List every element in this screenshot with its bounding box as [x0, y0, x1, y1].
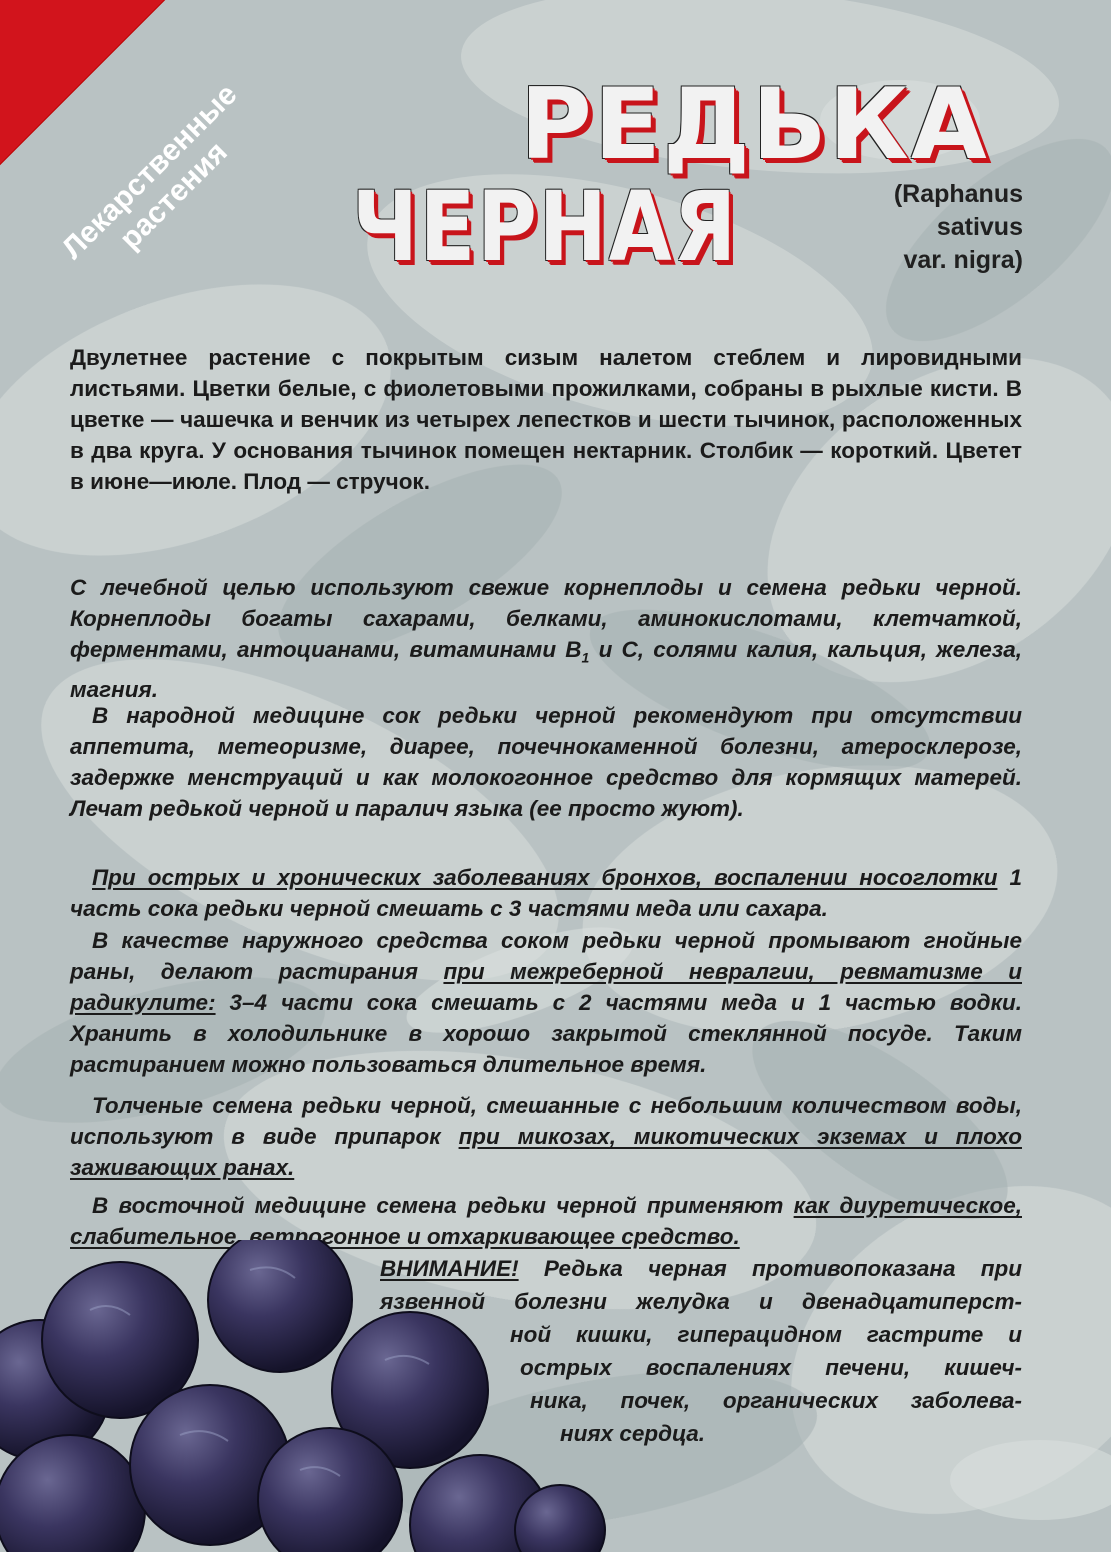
warning-label: ВНИМАНИЕ! — [380, 1256, 519, 1281]
category-badge: Лекарственные растения — [55, 77, 244, 266]
latin-name: (Raphanus sativus var. nigra) — [893, 180, 1023, 274]
warning-line: язвенной болезни желудка и двенадцатиперст- — [380, 1289, 1022, 1314]
warning-text: Редька черная противопоказана при — [518, 1256, 1022, 1281]
vitamin-subscript: 1 — [581, 649, 590, 666]
usage-paragraph-1 — [70, 572, 1022, 705]
usage-text: С лечебной целью используют свежие корнеплоды и семена редьки черной. Корнеплоды богаты сахарами, белками, аминокислотами, клетчаткой, ферментами, антоцианами, витаминами В — [70, 575, 1022, 662]
usage-text: В качестве наружного средства соком редьки черной промывают гнойные раны, делают растирания — [70, 928, 1022, 984]
usage-text: 1 часть сока редьки черной смешать с 3 частями меда или сахара. — [70, 865, 1023, 921]
warning-line: ной кишки, гиперацидном гастрите и — [510, 1322, 1022, 1347]
title-line-1: РЕДЬКА — [520, 68, 989, 182]
underlined-text: При острых и хронических заболеваниях бронхов, воспалении носоглотки — [92, 865, 998, 890]
usage-paragraph-5 — [70, 1090, 1022, 1183]
underlined-text: как диуретическое, слабительное, ветрогонное и отхаркивающее средство. — [70, 1193, 1022, 1249]
description-paragraph: Двулетнее растение с покрытым сизым налетом стеблем и лировидными листьями. Цветки белые, с фиолетовыми прожилками, собраны в рыхлые кисти. В цветке — чашечка и венчик из четырех лепестков и шести тычинок, расположенных в два круга. У основания тычинок помещен нектарник. Столбик — короткий. Цветет в июне—июле. Плод — стручок. — [70, 345, 1022, 494]
underlined-text: при межреберной невралгии, ревматизме и радикулите: — [70, 959, 1022, 1015]
title-line-2: ЧЕРНАЯ — [352, 171, 738, 283]
usage-paragraph-4 — [70, 925, 1022, 1080]
usage-paragraph-2: В народной медицине сок редьки черной рекомендуют при отсутствии аппетита, метеоризме, диарее, почечнокаменной болезни, атеросклерозе, задержке менструаций и как молокогонное средство для кормящих матерей. Лечат редькой черной и паралич языка (ее просто жуют). — [70, 703, 1022, 821]
black-radish-photo — [0, 1240, 620, 1552]
underlined-text: при микозах, микотических экземах и плохо заживающих ранах. — [70, 1124, 1022, 1180]
warning-line: ниях сердца. — [560, 1421, 706, 1446]
usage-text: и С, солями калия, кальция, железа, магния. — [70, 637, 1022, 702]
warning-line: ника, почек, органических заболева- — [530, 1388, 1022, 1413]
usage-text: В восточной медицине семена редьки черной применяют — [92, 1193, 794, 1218]
warning-line: острых воспалениях печени, кишеч- — [520, 1355, 1022, 1380]
usage-text: 3–4 части сока смешать с 2 частями меда и 1 частью водки. Хранить в холодильнике в хорошо закрытой стеклянной посуде. Таким растиранием можно пользоваться длительное время. — [70, 990, 1022, 1077]
usage-text: Толченые семена редьки черной, смешанные с небольшим количеством воды, используют в виде припарок — [70, 1093, 1022, 1149]
usage-paragraph-3 — [70, 862, 1022, 924]
